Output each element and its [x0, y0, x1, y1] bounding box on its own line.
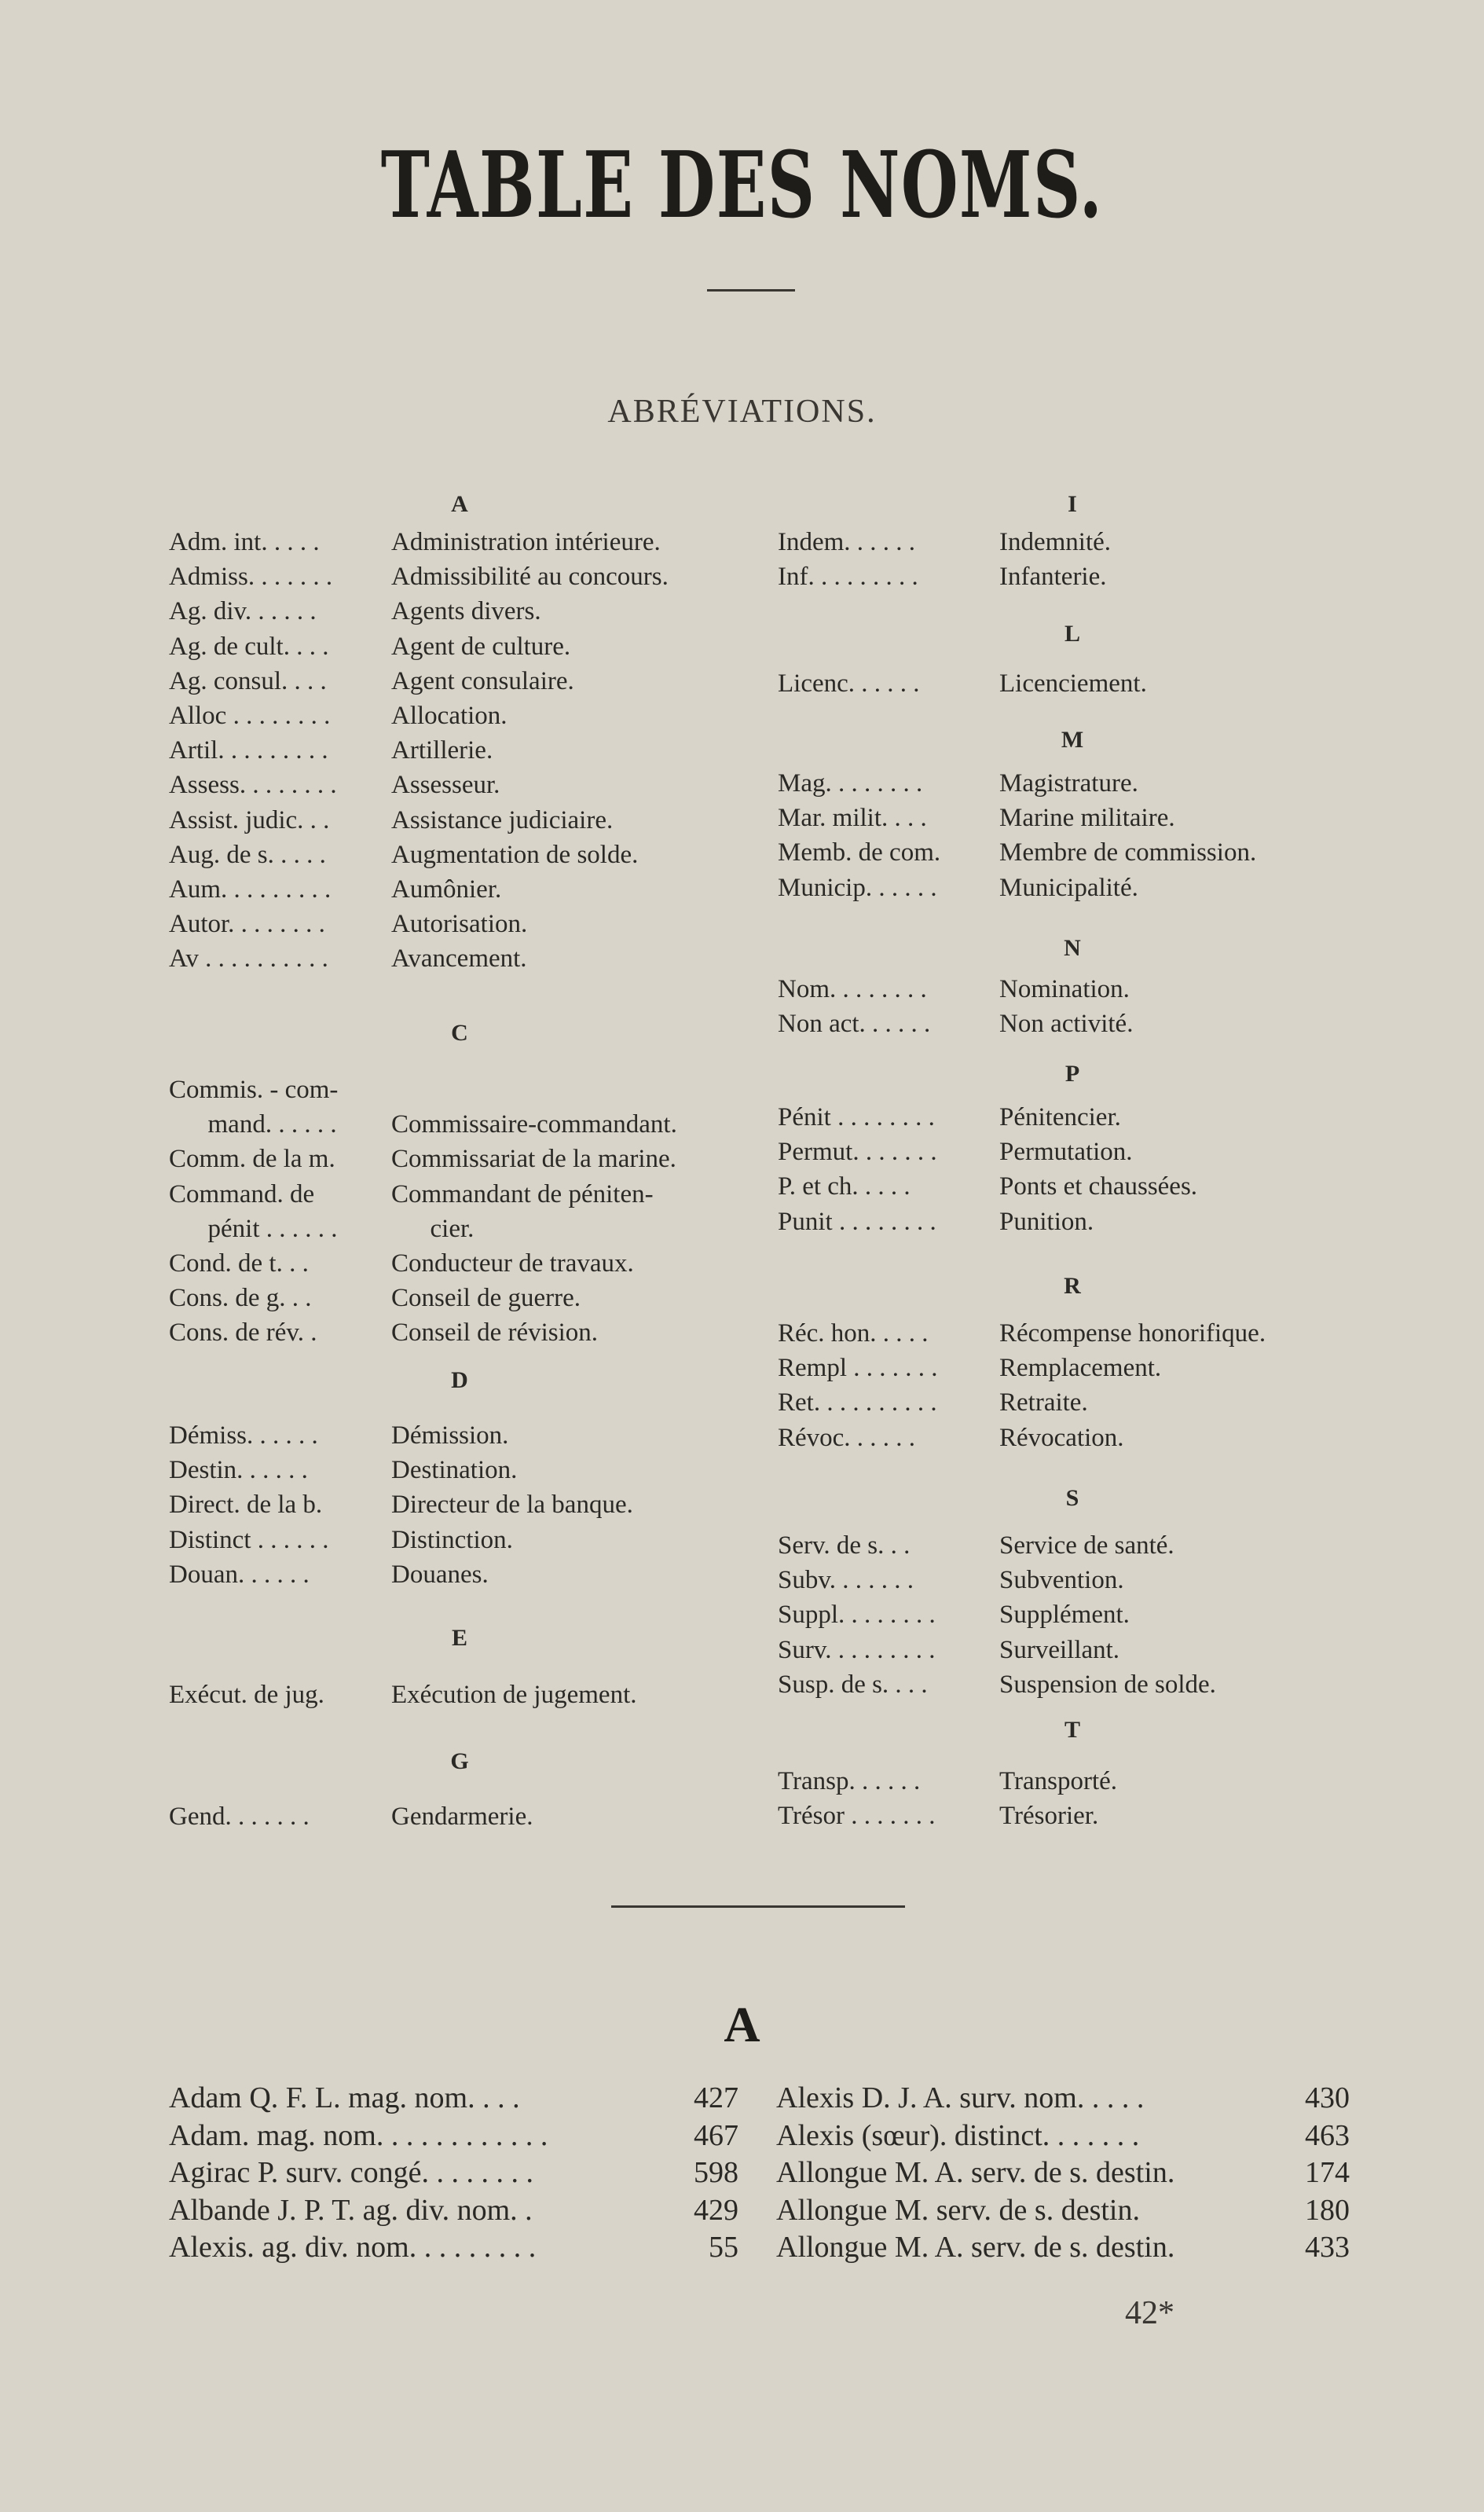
abbreviations-heading: ABRÉVIATIONS. [607, 394, 877, 430]
abbreviation-meaning: Commandant de péniten- [391, 1179, 654, 1208]
abbreviation-short: Av . . . . . . . . . . [169, 944, 328, 974]
abbreviation-meaning: Remplacement. [999, 1354, 1162, 1383]
abbreviation-meaning: Admissibilité au concours. [391, 563, 669, 592]
abbreviation-short: Aug. de s. . . . . [169, 840, 326, 869]
index-entry [169, 2228, 738, 2267]
abbreviation-row [169, 872, 502, 907]
abbreviation-short: Trésor . . . . . . . [778, 1802, 936, 1831]
abbreviation-short: Assist. judic. . . [169, 805, 330, 834]
abbreviation-short: Serv. de s. . . [778, 1531, 911, 1560]
right-section-letter-r: R [1064, 1273, 1081, 1299]
abbreviation-meaning: Surveillant. [999, 1635, 1120, 1664]
abbreviation-row [778, 1100, 1121, 1135]
abbreviation-meaning: Révocation. [999, 1423, 1124, 1452]
index-entry-name: Allongue M. A. serv. de s. destin. [776, 2156, 1175, 2189]
abbreviation-row [169, 1799, 533, 1834]
abbreviation-short: Démiss. . . . . . [169, 1421, 318, 1450]
abbreviation-row [778, 1421, 1124, 1455]
abbreviation-short: Rempl . . . . . . . [778, 1354, 938, 1383]
abbreviation-meaning: Allocation. [391, 702, 507, 730]
index-entry-page: 55 [709, 2231, 738, 2264]
index-entry [776, 2228, 1350, 2267]
abbreviation-row [169, 1177, 654, 1212]
abbreviation-row [778, 559, 1107, 594]
abbreviation-meaning: Administration intérieure. [391, 528, 661, 556]
abbreviation-meaning: Supplément. [999, 1601, 1130, 1630]
index-entry-name: Alexis. ag. div. nom. . . . . . . . . [169, 2231, 537, 2264]
abbreviation-row [778, 1135, 1133, 1169]
abbreviation-meaning: Suspension de solde. [999, 1670, 1216, 1699]
abbreviation-row [169, 1281, 581, 1315]
abbreviation-row [169, 768, 500, 802]
abbreviation-meaning: Exécution de jugement. [391, 1681, 637, 1709]
abbreviation-short: Adm. int. . . . . [169, 528, 320, 556]
abbreviation-row [169, 1246, 634, 1281]
abbreviation-row [778, 525, 1112, 559]
abbreviation-row [169, 1453, 518, 1487]
abbreviation-meaning: Commissaire-commandant. [391, 1110, 677, 1139]
left-section-letter-c: C [451, 1020, 468, 1046]
index-entry-page: 174 [1305, 2156, 1350, 2189]
abbreviation-short: pénit . . . . . . [169, 1214, 338, 1243]
abbreviation-row [778, 1351, 1162, 1385]
abbreviation-meaning: Agent consulaire. [391, 666, 574, 695]
index-entry-name: Alexis (sœur). distinct. . . . . . . [776, 2118, 1140, 2152]
index-entry-page: 427 [694, 2081, 738, 2114]
right-section-letter-s: S [1065, 1485, 1079, 1511]
abbreviation-meaning: Commissariat de la marine. [391, 1145, 676, 1174]
abbreviation-meaning: Trésorier. [999, 1802, 1099, 1831]
abbreviation-short: Distinct . . . . . . [169, 1525, 329, 1554]
index-entry-name: Allongue M. A. serv. de s. destin. [776, 2231, 1175, 2264]
abbreviation-row [778, 1597, 1130, 1632]
abbreviation-row [169, 1557, 489, 1592]
abbreviation-meaning: cier. [391, 1214, 475, 1243]
index-entry [169, 2116, 738, 2155]
abbreviation-meaning: Nomination. [999, 975, 1130, 1003]
index-entry-page: 598 [694, 2156, 738, 2189]
abbreviation-short: Pénit . . . . . . . . [778, 1103, 935, 1131]
abbreviation-short: Artil. . . . . . . . . [169, 736, 328, 765]
right-section-letter-i: I [1068, 491, 1077, 517]
abbreviation-short: Punit . . . . . . . . [778, 1207, 936, 1236]
abbreviation-row [778, 1316, 1266, 1351]
index-entry-page: 433 [1305, 2231, 1350, 2264]
abbreviation-short: Non act. . . . . . [778, 1010, 931, 1039]
abbreviation-row [778, 835, 1257, 870]
right-section-letter-t: T [1064, 1717, 1080, 1743]
abbreviation-short: Command. de [169, 1179, 315, 1208]
abbreviation-short: Susp. de s. . . . [778, 1670, 928, 1699]
index-entry-name: Agirac P. surv. congé. . . . . . . . [169, 2156, 534, 2189]
abbreviation-meaning: Punition. [999, 1207, 1094, 1236]
abbreviation-meaning: Gendarmerie. [391, 1802, 533, 1831]
right-section-letter-m: M [1061, 727, 1084, 753]
abbreviation-row [778, 1799, 1099, 1833]
abbreviation-row [169, 664, 574, 699]
abbreviation-short: Gend. . . . . . . [169, 1802, 310, 1831]
abbreviation-meaning: Artillerie. [391, 736, 493, 765]
abbreviation-meaning: Augmentation de solde. [391, 840, 639, 869]
abbreviation-short: Destin. . . . . . [169, 1456, 308, 1485]
right-section-letter-n: N [1064, 935, 1081, 961]
abbreviation-short: Municip. . . . . . [778, 873, 937, 902]
abbreviation-row [169, 1107, 677, 1142]
abbreviation-short: Cond. de t. . . [169, 1249, 309, 1278]
abbreviation-row [169, 525, 661, 559]
index-entry [776, 2116, 1350, 2155]
index-entry [776, 2078, 1350, 2118]
abbreviation-meaning: Municipalité. [999, 873, 1138, 902]
abbreviation-short: Ret. . . . . . . . . . [778, 1388, 937, 1417]
page-title: TABLE DES NOMS. [380, 132, 1104, 239]
abbreviation-row [169, 907, 528, 941]
abbreviation-row [169, 629, 571, 664]
abbreviation-short: mand. . . . . . [169, 1110, 337, 1139]
abbreviation-row [169, 1142, 676, 1176]
abbreviation-meaning: Ponts et chaussées. [999, 1172, 1198, 1201]
abbreviation-row [778, 1528, 1174, 1563]
title-divider [707, 289, 795, 292]
abbreviation-row [169, 594, 541, 629]
abbreviation-row [778, 1667, 1216, 1702]
abbreviation-short: Surv. . . . . . . . . [778, 1635, 936, 1664]
abbreviation-short: Cons. de g. . . [169, 1284, 312, 1313]
abbreviation-meaning: Marine militaire. [999, 804, 1175, 833]
abbreviation-row [169, 1212, 475, 1246]
abbreviation-short: Douan. . . . . . [169, 1560, 310, 1589]
abbreviation-row [778, 1007, 1134, 1041]
abbreviation-row [778, 871, 1138, 905]
abbreviation-meaning: Directeur de la banque. [391, 1491, 633, 1520]
abbreviation-row [169, 559, 669, 594]
abbreviation-row [778, 1385, 1088, 1420]
abbreviation-short: Direct. de la b. [169, 1491, 323, 1520]
abbreviation-meaning: Membre de commission. [999, 838, 1257, 867]
abbreviation-row [169, 1073, 338, 1107]
abbreviation-row [169, 1678, 637, 1712]
abbreviation-meaning: Conseil de révision. [391, 1318, 599, 1348]
abbreviation-meaning: Pénitencier. [999, 1103, 1121, 1131]
abbreviation-row [778, 1633, 1120, 1667]
abbreviation-meaning: Service de santé. [999, 1531, 1174, 1560]
abbreviation-meaning: Autorisation. [391, 910, 528, 939]
abbreviation-meaning: Magistrature. [999, 769, 1138, 798]
abbreviation-short: Ag. de cult. . . . [169, 632, 329, 661]
abbreviation-short: Mag. . . . . . . . [778, 769, 923, 798]
index-entry [776, 2191, 1350, 2230]
page-number: 42* [1125, 2295, 1174, 2331]
abbreviation-short: Réc. hon. . . . . [778, 1319, 929, 1348]
right-section-letter-l: L [1064, 621, 1080, 647]
index-entry-page: 180 [1305, 2193, 1350, 2227]
abbreviation-row [169, 1315, 599, 1350]
abbreviation-meaning: Conseil de guerre. [391, 1284, 581, 1313]
index-entry-page: 430 [1305, 2081, 1350, 2114]
abbreviation-meaning: Démission. [391, 1421, 509, 1450]
abbreviation-row [778, 666, 1147, 701]
abbreviation-short: Ag. div. . . . . . [169, 597, 317, 626]
index-letter-heading: A [724, 1997, 760, 2052]
abbreviation-row [778, 1563, 1124, 1597]
abbreviation-meaning: Agents divers. [391, 597, 541, 626]
abbreviation-short: Suppl. . . . . . . . [778, 1601, 936, 1630]
abbreviation-row [169, 733, 493, 768]
abbreviation-short: Nom. . . . . . . . [778, 975, 927, 1003]
abbreviation-meaning: Indemnité. [999, 528, 1112, 556]
index-entry-name: Adam. mag. nom. . . . . . . . . . . . [169, 2118, 548, 2152]
abbreviation-short: Transp. . . . . . [778, 1767, 921, 1795]
abbreviation-row [169, 699, 507, 733]
index-entry [169, 2078, 738, 2118]
abbreviation-meaning: Conducteur de travaux. [391, 1249, 634, 1278]
abbreviation-row [778, 1169, 1198, 1204]
left-section-letter-e: E [451, 1625, 467, 1651]
abbreviation-short: Aum. . . . . . . . . [169, 875, 332, 904]
right-section-letter-p: P [1064, 1061, 1080, 1087]
abbreviation-short: Cons. de rév. . [169, 1318, 317, 1348]
abbreviation-row [169, 1523, 513, 1557]
abbreviation-row [169, 838, 639, 872]
abbreviation-short: Mar. milit. . . . [778, 804, 927, 833]
index-entry [169, 2191, 738, 2230]
abbreviation-meaning: Douanes. [391, 1560, 489, 1589]
abbreviation-short: Commis. - com- [169, 1076, 339, 1104]
abbreviation-meaning: Assesseur. [391, 771, 500, 800]
abbreviation-row [778, 766, 1138, 801]
abbreviation-row [169, 803, 614, 838]
section-divider [611, 1905, 905, 1908]
index-entry-name: Allongue M. serv. de s. destin. [776, 2193, 1140, 2227]
index-entry-page: 467 [694, 2118, 738, 2152]
index-entry [169, 2153, 738, 2192]
left-section-letter-g: G [450, 1748, 469, 1774]
abbreviation-row [778, 801, 1175, 835]
abbreviation-meaning: Subvention. [999, 1566, 1124, 1595]
abbreviation-meaning: Destination. [391, 1456, 518, 1485]
left-section-letter-d: D [451, 1367, 468, 1393]
abbreviation-meaning: Transporté. [999, 1767, 1118, 1795]
abbreviation-short: Alloc . . . . . . . . [169, 702, 331, 730]
abbreviation-short: Subv. . . . . . . [778, 1566, 914, 1595]
index-entry-name: Albande J. P. T. ag. div. nom. . [169, 2193, 533, 2227]
abbreviation-row [169, 1487, 633, 1522]
abbreviation-short: Inf. . . . . . . . . [778, 563, 918, 592]
abbreviation-short: Autor. . . . . . . . [169, 910, 325, 939]
abbreviation-short: Révoc. . . . . . [778, 1423, 916, 1452]
abbreviation-meaning: Agent de culture. [391, 632, 571, 661]
abbreviation-short: Admiss. . . . . . . [169, 563, 333, 592]
abbreviation-meaning: Aumônier. [391, 875, 502, 904]
abbreviation-meaning: Avancement. [391, 944, 527, 974]
left-section-letter-a: A [451, 491, 468, 517]
abbreviation-short: Licenc. . . . . . [778, 669, 920, 698]
abbreviation-meaning: Assistance judiciaire. [391, 805, 614, 834]
abbreviation-short: Memb. de com. [778, 838, 941, 867]
abbreviation-short: Exécut. de jug. [169, 1681, 324, 1709]
abbreviation-row [778, 1205, 1094, 1239]
abbreviation-row [778, 1764, 1118, 1799]
abbreviation-short: Comm. de la m. [169, 1145, 335, 1174]
abbreviation-short: Ag. consul. . . . [169, 666, 327, 695]
abbreviation-meaning: Distinction. [391, 1525, 513, 1554]
abbreviation-short: Permut. . . . . . . [778, 1138, 937, 1167]
index-entry-page: 429 [694, 2193, 738, 2227]
index-entry-page: 463 [1305, 2118, 1350, 2152]
abbreviation-meaning: Récompense honorifique. [999, 1319, 1266, 1348]
abbreviation-short: Assess. . . . . . . . [169, 771, 337, 800]
abbreviation-meaning: Non activité. [999, 1010, 1134, 1039]
index-entry-name: Alexis D. J. A. surv. nom. . . . . [776, 2081, 1145, 2114]
index-entry [776, 2153, 1350, 2192]
abbreviation-meaning: Permutation. [999, 1138, 1133, 1167]
index-entry-name: Adam Q. F. L. mag. nom. . . . [169, 2081, 520, 2114]
abbreviation-row [778, 972, 1130, 1007]
abbreviation-short: Indem. . . . . . [778, 528, 916, 556]
abbreviation-meaning: Licenciement. [999, 669, 1147, 698]
abbreviation-row [169, 1418, 509, 1453]
abbreviation-meaning: Infanterie. [999, 563, 1107, 592]
abbreviation-meaning: Retraite. [999, 1388, 1088, 1417]
abbreviation-row [169, 941, 527, 976]
abbreviation-short: P. et ch. . . . . [778, 1172, 911, 1201]
